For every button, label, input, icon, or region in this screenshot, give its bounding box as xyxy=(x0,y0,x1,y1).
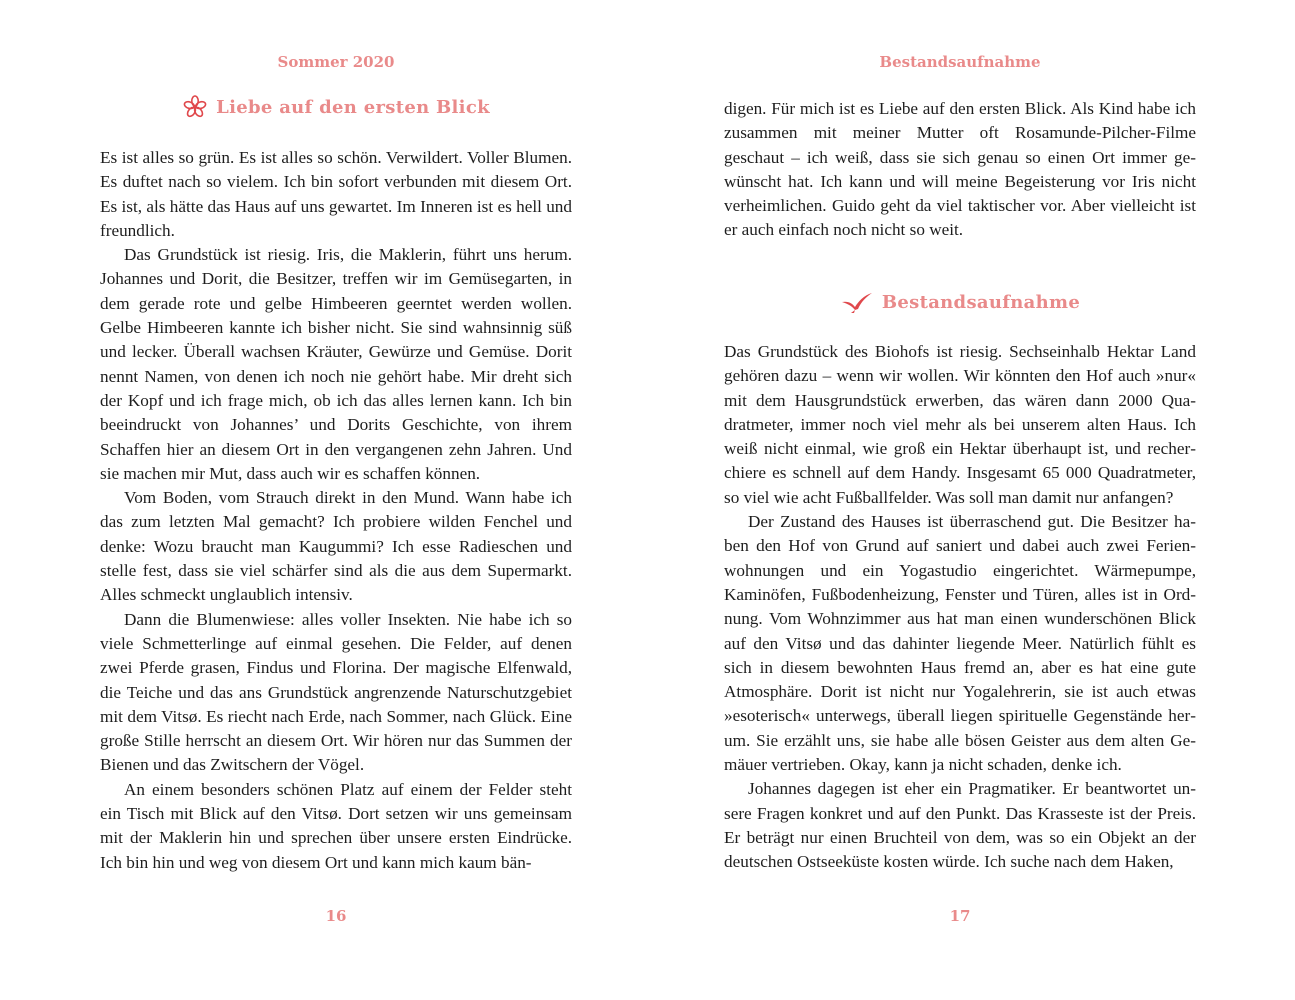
running-head: Bestandsaufnahme xyxy=(879,53,1041,71)
section-heading xyxy=(724,290,1196,314)
paragraph: Das Grundstück ist riesig. Iris, die Maklerin, führt uns herum. Johannes und Dorit, die Besitzer, treffen wir im Gemüsegarten, in dem gerade rote und gelbe Himbeeren geerntet werden wollen. Gelbe Himbeeren kannte ich bisher nicht. Sie sind wahnsinnig süß und lecker. Überall wachsen Kräuter, Gewürze und Gemüse. Dorit nennt Namen, von denen ich noch nie gehört habe. Mir dreht sich der Kopf und ich frage mich, ob ich das alles lernen kann. Ich bin beeindruckt von Johannes’ und Dorits Geschichte, von ihrem Schaffen hier an diesem Ort in den vergangenen zehn Jahren. Und sie machen mir Mut, dass auch wir es schaffen können. xyxy=(100,245,572,483)
paragraph: Es ist alles so grün. Es ist alles so schön. Verwildert. Voller Blumen. Es duftet nach so vielem. Ich bin sofort verbunden mit diesem Ort. Es ist, als hätte das Haus auf uns gewartet. Im Inneren ist es hell und freundlich. xyxy=(100,148,572,240)
paragraph: Dann die Blumenwiese: alles voller Insekten. Nie habe ich so viele Schmetterlinge auf einmal gesehen. Die Felder, auf denen zwei Pferde grasen, Findus und Florina. Der magische Elfenwald, die Teiche und das ans Grundstück angrenzende Naturschutzgebiet mit dem Vitsø. Es riecht nach Erde, nach Sommer, nach Glück. Eine große Stille herrscht an diesem Ort. Wir hören nur das Summen der Bienen und das Zwitschern der Vögel. xyxy=(100,609,572,775)
body-text xyxy=(724,340,1196,875)
body-text-continuation xyxy=(724,97,1196,243)
section-heading xyxy=(100,95,572,119)
paragraph: Johannes dagegen ist eher ein Pragmatiker. Er beantwortet unsere Fragen konkret und auf den Punkt. Das Krasseste ist der Preis. Er beträgt nur einen Bruchteil von dem, was so ein Objekt an der deutschen Ostseeküste kosten würde. Ich suche nach dem Haken, xyxy=(724,779,1196,872)
section-heading-text: Liebe auf den ersten Blick xyxy=(216,96,490,118)
paragraph: digen. Für mich ist es Liebe auf den ersten Blick. Als Kind habe ich zusammen mit meiner Mutter oft Rosamunde-Pilcher-Filme geschaut – ich weiß, dass sie sich genau so einen Ort immer gewünscht hat. Ich kann und will meine Begeisterung vor Iris nicht verheimlichen. Guido geht da viel taktischer vor. Aber vielleicht ist er auch einfach noch nicht so weit. xyxy=(724,99,1196,240)
flower-icon xyxy=(182,95,208,119)
right-page xyxy=(724,0,1196,1000)
paragraph: Vom Boden, vom Strauch direkt in den Mund. Wann habe ich das zum letzten Mal gemacht? Ich probiere wilden Fenchel und denke: Wozu braucht man Kaugummi? Ich esse Radieschen und stelle fest, dass sie viel schärfer sind als die aus dem Supermarkt. Alles schmeckt unglaublich intensiv. xyxy=(100,488,572,605)
page-number: 17 xyxy=(949,907,971,925)
paragraph: Das Grundstück des Biohofs ist riesig. Sechseinhalb Hektar Land gehören dazu – wenn wir wollen. Wir könnten den Hof auch »nur« mit dem Hausgrundstück erwerben, das wären dann 2000 Quadratmeter, immer noch viel mehr als bei unserem alten Haus. Ich weiß nicht einmal, wie groß ein Hektar überhaupt ist, und recherchiere es schnell auf dem Handy. Insgesamt 65 000 Quadratmeter, so viel wie acht Fußballfelder. Was soll man damit nur anfangen? xyxy=(724,342,1196,507)
body-text xyxy=(100,146,572,875)
running-head: Sommer 2020 xyxy=(277,53,395,71)
paragraph: An einem besonders schönen Platz auf einem der Felder steht ein Tisch mit Blick auf den Vitsø. Dort setzen wir uns gemeinsam mit der Maklerin hin und sprechen über unsere ersten Eindrücke. Ich bin hin und weg von diesem Ort und kann mich kaum bän- xyxy=(100,779,572,872)
left-page xyxy=(100,0,572,1000)
section-heading-text: Bestandsaufnahme xyxy=(881,291,1081,313)
paragraph: Der Zustand des Hauses ist überraschend gut. Die Besitzer haben den Hof von Grund auf saniert und dabei auch zwei Ferienwohnungen und ein Yogastudio eingerichtet. Wärmepumpe, Kaminöfen, Fußbodenheizung, Fenster und Türen, alles ist in Ordnung. Vom Wohnzimmer aus hat man einen wunderschönen Blick auf den Vitsø und das dahinter liegende Meer. Natürlich fühlt es sich in diesem bewohnten Haus fremd an, aber es hat eine gute Atmosphäre. Dorit ist nicht nur Yogalehrerin, sie ist auch etwas »esoterisch« unterwegs, überall liegen spirituelle Gegenstände herum. Sie erzählt uns, sie habe alle bösen Geister aus dem alten Gemäuer vertrieben. Okay, kann ja nicht schaden, denke ich. xyxy=(724,512,1196,775)
page-number: 16 xyxy=(325,907,347,925)
bird-icon xyxy=(840,290,874,314)
